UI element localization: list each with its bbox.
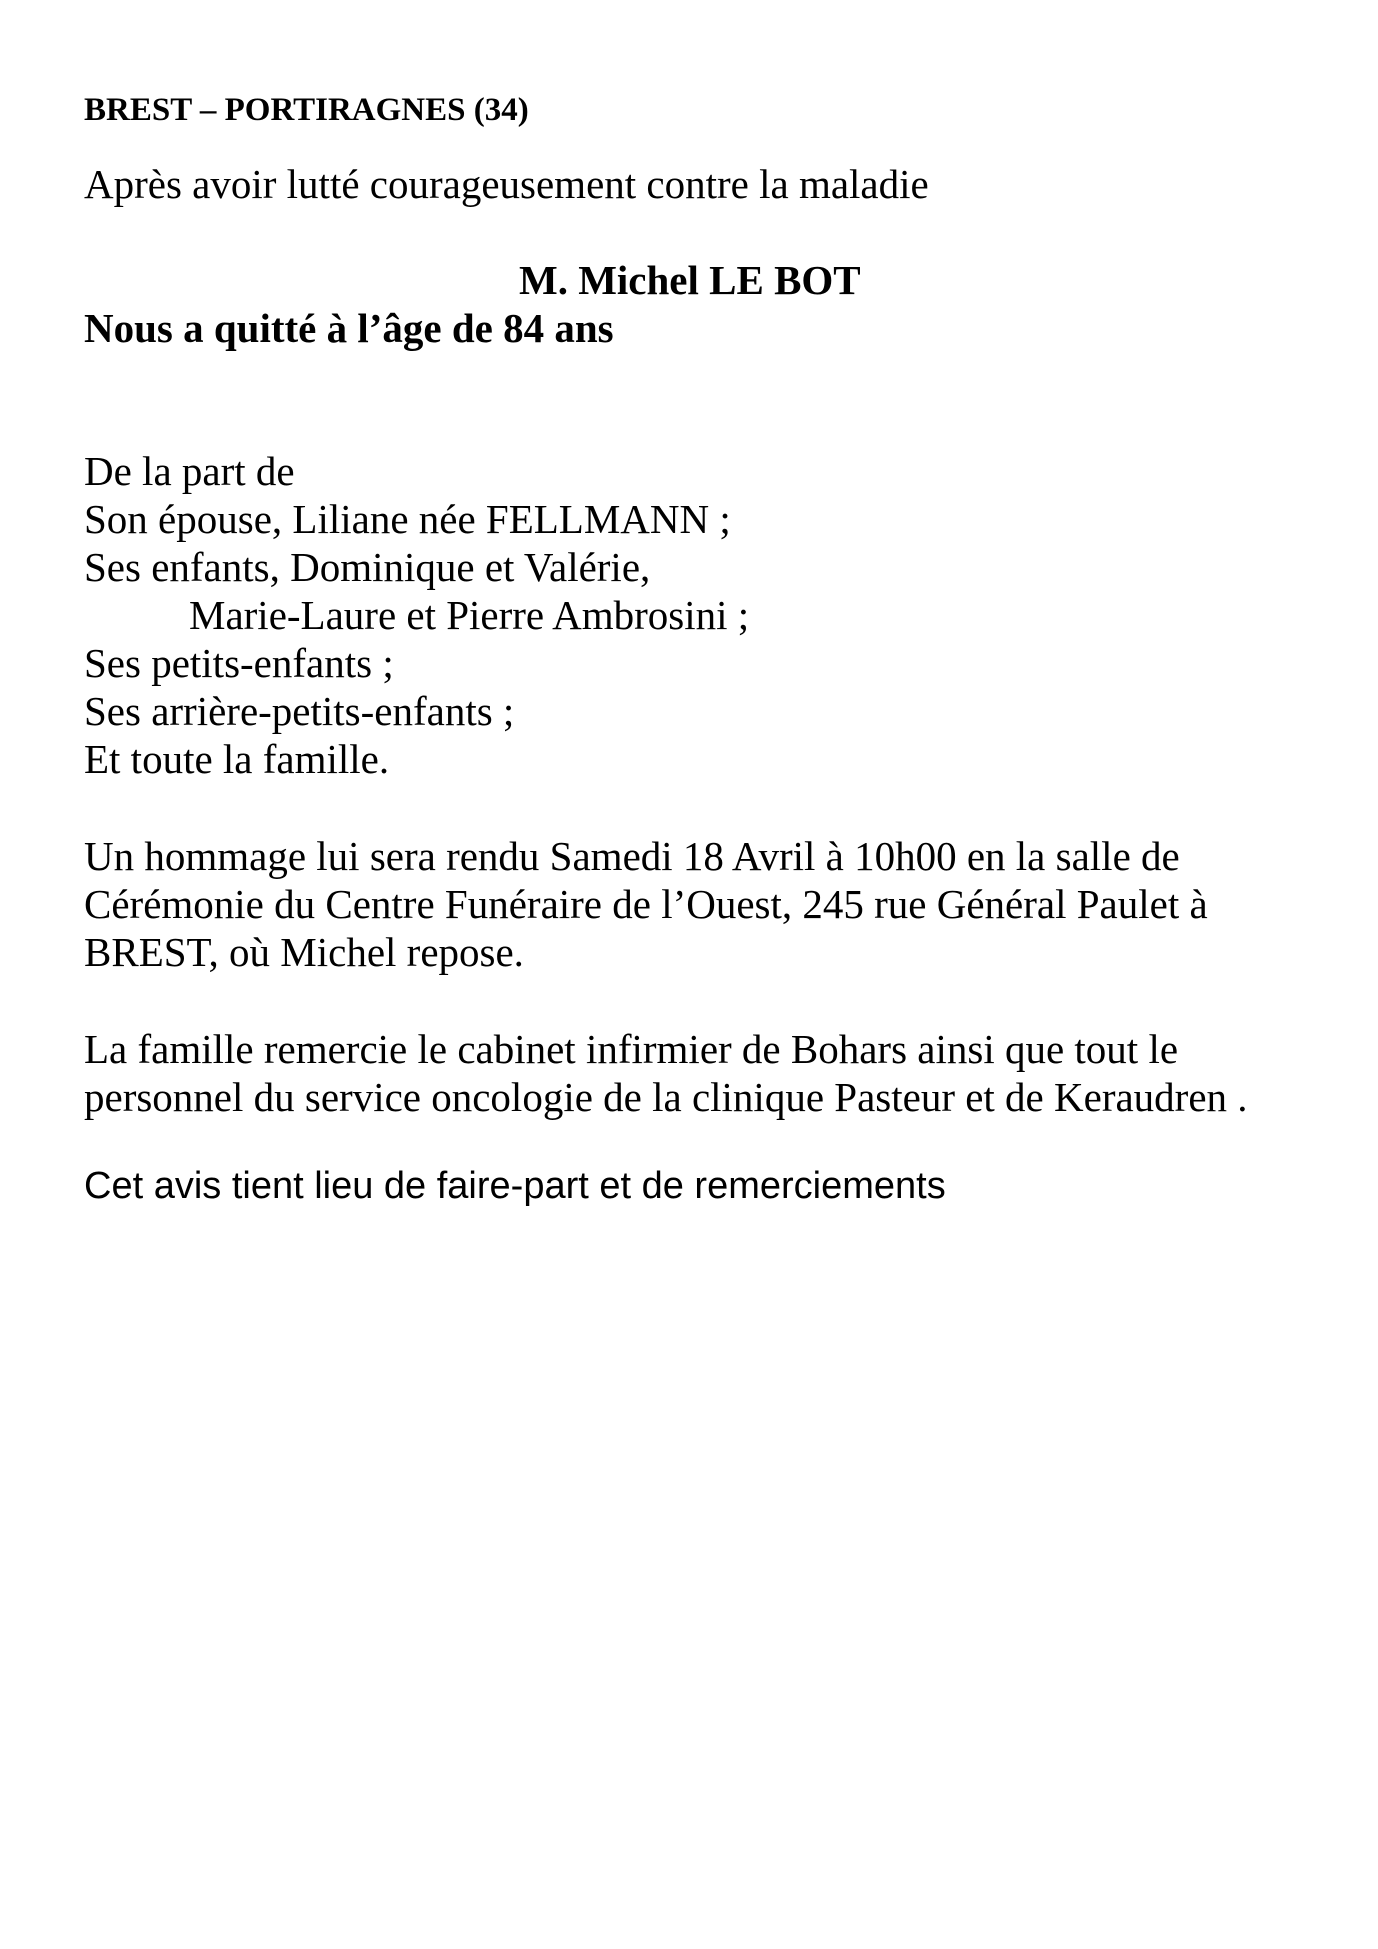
ceremony-line: BREST, où Michel repose. <box>84 929 524 975</box>
family-line: Marie-Laure et Pierre Ambrosini ; <box>189 592 750 638</box>
ceremony-line: Un hommage lui sera rendu Samedi 18 Avril à 10h00 en la salle de <box>84 833 1180 879</box>
family-line: De la part de <box>84 448 295 494</box>
family-line: Et toute la famille. <box>84 736 390 782</box>
deceased-name: M. Michel LE BOT <box>519 257 861 303</box>
ceremony-line: Cérémonie du Centre Funéraire de l’Ouest, 245 rue Général Paulet à <box>84 881 1208 927</box>
thanks-line: La famille remercie le cabinet infirmier de Bohars ainsi que tout le <box>84 1026 1179 1072</box>
family-line: Ses enfants, Dominique et Valérie, <box>84 544 651 590</box>
family-line: Son épouse, Liliane née FELLMANN ; <box>84 496 731 542</box>
family-line: Ses arrière-petits-enfants ; <box>84 688 515 734</box>
closing-statement: Cet avis tient lieu de faire-part et de remerciements <box>84 1165 946 1207</box>
deceased-age-line: Nous a quitté à l’âge de 84 ans <box>84 305 614 351</box>
intro-text: Après avoir lutté courageusement contre la maladie <box>84 161 929 207</box>
family-line: Ses petits-enfants ; <box>84 640 394 686</box>
thanks-line: personnel du service oncologie de la clinique Pasteur et de Keraudren . <box>84 1074 1248 1120</box>
obituary-notice <box>84 0 1304 1949</box>
location-header: BREST – PORTIRAGNES (34) <box>84 92 529 128</box>
